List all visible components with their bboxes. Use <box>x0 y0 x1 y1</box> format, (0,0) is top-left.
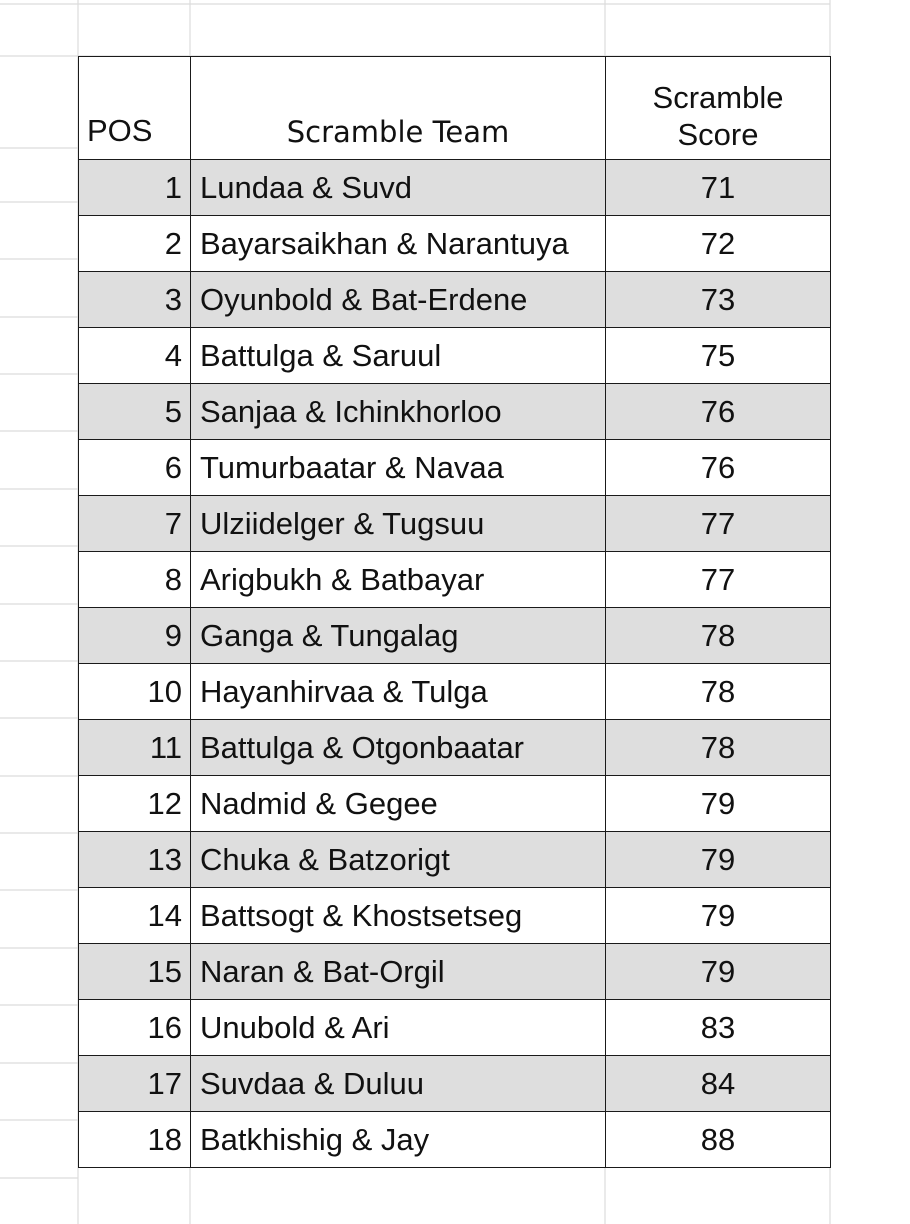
team-cell[interactable]: Batkhishig & Jay <box>191 1112 606 1168</box>
pos-cell[interactable]: 9 <box>79 608 191 664</box>
team-cell[interactable]: Hayanhirvaa & Tulga <box>191 664 606 720</box>
table-row <box>79 216 831 272</box>
team-cell[interactable]: Oyunbold & Bat-Erdene <box>191 272 606 328</box>
team-cell[interactable]: Unubold & Ari <box>191 1000 606 1056</box>
header-pos[interactable]: POS <box>79 57 191 160</box>
table-row <box>79 1000 831 1056</box>
pos-cell[interactable]: 2 <box>79 216 191 272</box>
pos-cell[interactable]: 16 <box>79 1000 191 1056</box>
team-cell[interactable]: Suvdaa & Duluu <box>191 1056 606 1112</box>
pos-cell[interactable]: 14 <box>79 888 191 944</box>
score-cell[interactable]: 79 <box>606 944 831 1000</box>
score-cell[interactable]: 75 <box>606 328 831 384</box>
team-cell[interactable]: Tumurbaatar & Navaa <box>191 440 606 496</box>
team-cell[interactable]: Battulga & Otgonbaatar <box>191 720 606 776</box>
score-cell[interactable]: 79 <box>606 776 831 832</box>
header-score-line1: Scramble <box>652 80 784 115</box>
scramble-results-table <box>78 56 831 1168</box>
pos-cell[interactable]: 6 <box>79 440 191 496</box>
table-row <box>79 720 831 776</box>
score-cell[interactable]: 78 <box>606 720 831 776</box>
table-row <box>79 440 831 496</box>
table-row <box>79 832 831 888</box>
team-cell[interactable]: Battulga & Saruul <box>191 328 606 384</box>
table-row <box>79 552 831 608</box>
table-row <box>79 272 831 328</box>
table-row <box>79 496 831 552</box>
table-row <box>79 664 831 720</box>
table-row <box>79 1112 831 1168</box>
pos-cell[interactable]: 1 <box>79 160 191 216</box>
table-row <box>79 384 831 440</box>
pos-cell[interactable]: 17 <box>79 1056 191 1112</box>
score-cell[interactable]: 84 <box>606 1056 831 1112</box>
score-cell[interactable]: 76 <box>606 440 831 496</box>
pos-cell[interactable]: 15 <box>79 944 191 1000</box>
header-scramble-score[interactable] <box>606 57 831 160</box>
table-row <box>79 776 831 832</box>
team-cell[interactable]: Sanjaa & Ichinkhorloo <box>191 384 606 440</box>
table-row <box>79 944 831 1000</box>
score-cell[interactable]: 76 <box>606 384 831 440</box>
pos-cell[interactable]: 13 <box>79 832 191 888</box>
score-cell[interactable]: 72 <box>606 216 831 272</box>
team-cell[interactable]: Naran & Bat-Orgil <box>191 944 606 1000</box>
table-row <box>79 1056 831 1112</box>
score-cell[interactable]: 78 <box>606 608 831 664</box>
score-cell[interactable]: 77 <box>606 496 831 552</box>
score-cell[interactable]: 83 <box>606 1000 831 1056</box>
table-row <box>79 608 831 664</box>
score-cell[interactable]: 71 <box>606 160 831 216</box>
team-cell[interactable]: Ulziidelger & Tugsuu <box>191 496 606 552</box>
pos-cell[interactable]: 5 <box>79 384 191 440</box>
header-scramble-team[interactable]: Scramble Team <box>191 57 606 160</box>
team-cell[interactable]: Lundaa & Suvd <box>191 160 606 216</box>
score-cell[interactable]: 79 <box>606 888 831 944</box>
pos-cell[interactable]: 3 <box>79 272 191 328</box>
table-row <box>79 328 831 384</box>
pos-cell[interactable]: 18 <box>79 1112 191 1168</box>
table-row <box>79 888 831 944</box>
pos-cell[interactable]: 12 <box>79 776 191 832</box>
score-cell[interactable]: 79 <box>606 832 831 888</box>
score-cell[interactable]: 88 <box>606 1112 831 1168</box>
team-cell[interactable]: Arigbukh & Batbayar <box>191 552 606 608</box>
pos-cell[interactable]: 8 <box>79 552 191 608</box>
pos-cell[interactable]: 10 <box>79 664 191 720</box>
table-row <box>79 160 831 216</box>
pos-cell[interactable]: 7 <box>79 496 191 552</box>
team-cell[interactable]: Bayarsaikhan & Narantuya <box>191 216 606 272</box>
team-cell[interactable]: Battsogt & Khostsetseg <box>191 888 606 944</box>
header-score-line2: Score <box>677 117 759 152</box>
team-cell[interactable]: Ganga & Tungalag <box>191 608 606 664</box>
score-cell[interactable]: 77 <box>606 552 831 608</box>
pos-cell[interactable]: 4 <box>79 328 191 384</box>
header-row <box>79 57 831 160</box>
score-cell[interactable]: 73 <box>606 272 831 328</box>
pos-cell[interactable]: 11 <box>79 720 191 776</box>
score-cell[interactable]: 78 <box>606 664 831 720</box>
team-cell[interactable]: Chuka & Batzorigt <box>191 832 606 888</box>
team-cell[interactable]: Nadmid & Gegee <box>191 776 606 832</box>
